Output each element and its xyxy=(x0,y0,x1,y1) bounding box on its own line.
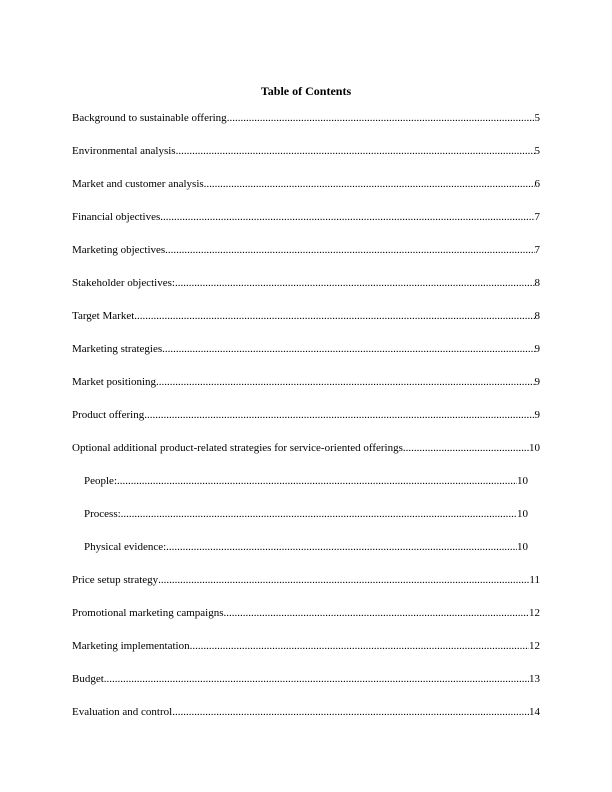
dot-leader xyxy=(165,243,534,257)
dot-leader xyxy=(176,144,535,158)
toc-page-number: 9 xyxy=(534,343,540,355)
dot-leader xyxy=(121,507,517,521)
toc-page-number: 6 xyxy=(534,178,540,190)
toc-entry-label: Physical evidence: xyxy=(84,541,167,553)
toc-subentry[interactable] xyxy=(72,540,540,573)
toc-page-number: 8 xyxy=(534,277,540,289)
toc-entry[interactable] xyxy=(72,210,540,243)
dot-leader xyxy=(160,210,534,224)
toc-entry[interactable] xyxy=(72,111,540,144)
toc-entry-label: Process: xyxy=(84,508,121,520)
dot-leader xyxy=(204,177,535,191)
toc-entry-label: Product offering xyxy=(72,409,145,421)
toc-subentry[interactable] xyxy=(72,507,540,540)
toc-page-number: 9 xyxy=(534,409,540,421)
toc-entry[interactable] xyxy=(72,705,540,738)
page-title: Table of Contents xyxy=(260,84,352,98)
dot-leader xyxy=(117,474,517,488)
toc-entry-label: Marketing strategies xyxy=(72,343,163,355)
toc-entry[interactable] xyxy=(72,375,540,408)
dot-leader xyxy=(156,375,534,389)
toc-entry[interactable] xyxy=(72,441,540,474)
toc-entry[interactable] xyxy=(72,243,540,276)
toc-page-number: 10 xyxy=(517,508,528,520)
toc-page-number: 8 xyxy=(534,310,540,322)
toc-entry-label: Price setup strategy xyxy=(72,574,159,586)
toc-entry-label: Marketing implementation xyxy=(72,640,190,652)
toc-page-number: 13 xyxy=(529,673,540,685)
table-of-contents xyxy=(72,111,540,738)
dot-leader xyxy=(162,342,534,356)
toc-entry-label: Optional additional product-related strategies for service-oriented offerings xyxy=(72,442,403,454)
dot-leader xyxy=(175,276,535,290)
toc-entry-label: Promotional marketing campaigns xyxy=(72,607,224,619)
dot-leader xyxy=(104,672,529,686)
toc-entry-label: Evaluation and control xyxy=(72,706,173,718)
toc-entry-label: Market and customer analysis xyxy=(72,178,204,190)
toc-subentry[interactable] xyxy=(72,474,540,507)
toc-entry-label: Stakeholder objectives: xyxy=(72,277,175,289)
dot-leader xyxy=(224,606,529,620)
toc-entry-label: Target Market xyxy=(72,310,135,322)
toc-entry-label: Background to sustainable offering xyxy=(72,112,227,124)
toc-page-number: 12 xyxy=(529,607,540,619)
dot-leader xyxy=(227,111,535,125)
toc-page-number: 7 xyxy=(534,244,540,256)
dot-leader xyxy=(172,705,529,719)
dot-leader xyxy=(158,573,529,587)
dot-leader xyxy=(134,309,534,323)
toc-entry[interactable] xyxy=(72,408,540,441)
toc-page-number: 14 xyxy=(529,706,540,718)
toc-page-number: 5 xyxy=(534,112,540,124)
toc-page-number: 10 xyxy=(517,541,528,553)
toc-entry[interactable] xyxy=(72,672,540,705)
toc-entry[interactable] xyxy=(72,342,540,375)
dot-leader xyxy=(190,639,529,653)
toc-page-number: 10 xyxy=(517,475,528,487)
toc-page-number: 7 xyxy=(534,211,540,223)
dot-leader xyxy=(166,540,517,554)
toc-entry-label: Financial objectives xyxy=(72,211,161,223)
toc-entry-label: People: xyxy=(84,475,117,487)
toc-entry[interactable] xyxy=(72,144,540,177)
toc-entry-label: Marketing objectives xyxy=(72,244,166,256)
toc-entry[interactable] xyxy=(72,606,540,639)
toc-entry-label: Environmental analysis xyxy=(72,145,176,157)
toc-page-number: 12 xyxy=(529,640,540,652)
toc-entry-label: Budget xyxy=(72,673,104,685)
dot-leader xyxy=(403,441,529,455)
toc-page-number: 10 xyxy=(529,442,540,454)
toc-entry[interactable] xyxy=(72,639,540,672)
toc-entry[interactable] xyxy=(72,177,540,210)
toc-entry-label: Market positioning xyxy=(72,376,157,388)
toc-entry[interactable] xyxy=(72,276,540,309)
toc-entry[interactable] xyxy=(72,309,540,342)
toc-page-number: 9 xyxy=(534,376,540,388)
toc-entry[interactable] xyxy=(72,573,540,606)
dot-leader xyxy=(144,408,534,422)
toc-page-number: 11 xyxy=(529,574,540,586)
toc-page-number: 5 xyxy=(534,145,540,157)
